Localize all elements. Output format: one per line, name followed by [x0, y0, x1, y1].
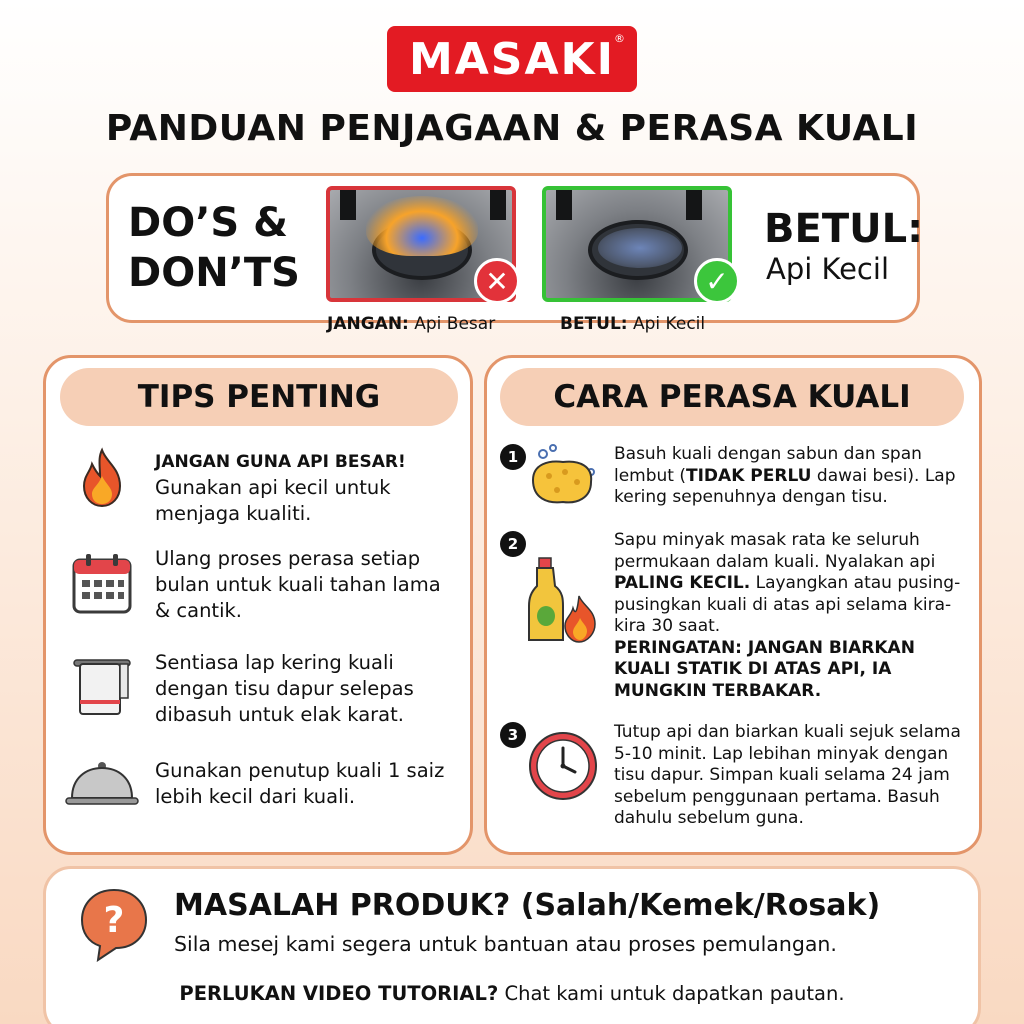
towel-icon	[70, 654, 134, 718]
dos-title-line2: DON’TS	[128, 250, 300, 296]
masaki-logo	[387, 26, 637, 92]
caption-small-flame: BETUL: Api Kecil	[560, 314, 706, 334]
tip-3-text: Sentiasa lap kering kuali dengan tisu dapur selepas dibasuh untuk elak karat.	[155, 651, 414, 726]
step-2-number: 2	[500, 531, 526, 557]
correct-check-icon: ✓	[694, 258, 740, 304]
step-1-text: Basuh kuali dengan sabun dan span lembut (TIDAK PERLU dawai besi). Lap kering sepenuhnya dengan tisu.	[614, 444, 956, 507]
problem-title: MASALAH PRODUK? (Salah/Kemek/Rosak)	[174, 888, 881, 923]
dos-title-line1: DO’S &	[128, 200, 289, 246]
caption-big-flame: JANGAN: Api Besar	[327, 314, 496, 334]
cloche-lid-icon	[62, 752, 142, 816]
oil-bottle-fire-icon	[525, 556, 601, 646]
step-1-number: 1	[500, 444, 526, 470]
fire-icon	[70, 446, 134, 510]
step-2-text: Sapu minyak masak rata ke seluruh permukaan dalam kuali. Nyalakan api PALING KECIL. Layangkan atau pusing-pusingkan kuali di atas api selama kira-kira 30 saat. PERINGATAN: JANGAN BIARKAN KUALI STATIK DI ATAS API, IA MUNGKIN TERBAKAR.	[614, 530, 961, 701]
step-3-text: Tutup api dan biarkan kuali sejuk selama 5-10 minit. Lap lebihan minyak dengan tisu dapur. Simpan kuali selama 24 jam sebelum penggunaan pertama. Basuh dahulu sebelum guna.	[614, 722, 961, 828]
problem-subtitle: Sila mesej kami segera untuk bantuan atau proses pemulangan.	[174, 932, 837, 956]
registered-mark: ®	[614, 32, 625, 45]
tip-4-text: Gunakan penutup kuali 1 saiz lebih kecil dari kuali.	[155, 759, 445, 808]
svg-text:?: ?	[103, 900, 125, 941]
wrong-x-icon: ✕	[474, 258, 520, 304]
sponge-icon	[525, 442, 601, 518]
tips-heading: TIPS PENTING	[60, 368, 458, 426]
calendar-icon	[70, 552, 134, 616]
page-title: PANDUAN PENJAGAAN & PERASA KUALI	[105, 108, 919, 149]
betul-subtitle: Api Kecil	[766, 252, 889, 286]
step-3-number: 3	[500, 722, 526, 748]
question-bubble-icon	[78, 886, 150, 962]
tip-1-text: JANGAN GUNA API BESAR! Gunakan api kecil untuk menjaga kualiti.	[155, 452, 406, 525]
seasoning-heading: CARA PERASA KUALI	[500, 368, 964, 426]
brand-name: MASAKI	[408, 33, 616, 85]
tip-2-text: Ulang proses perasa setiap bulan untuk kuali tahan lama & cantik.	[155, 547, 441, 622]
step-2-warning: PERINGATAN: JANGAN BIARKAN KUALI STATIK DI ATAS API, IA MUNGKIN TERBAKAR.	[614, 637, 915, 701]
video-tutorial-note: PERLUKAN VIDEO TUTORIAL? Chat kami untuk dapatkan pautan.	[179, 982, 845, 1005]
dos-donts-title	[128, 198, 300, 298]
betul-title: BETUL:	[764, 206, 924, 252]
clock-icon	[525, 728, 601, 804]
